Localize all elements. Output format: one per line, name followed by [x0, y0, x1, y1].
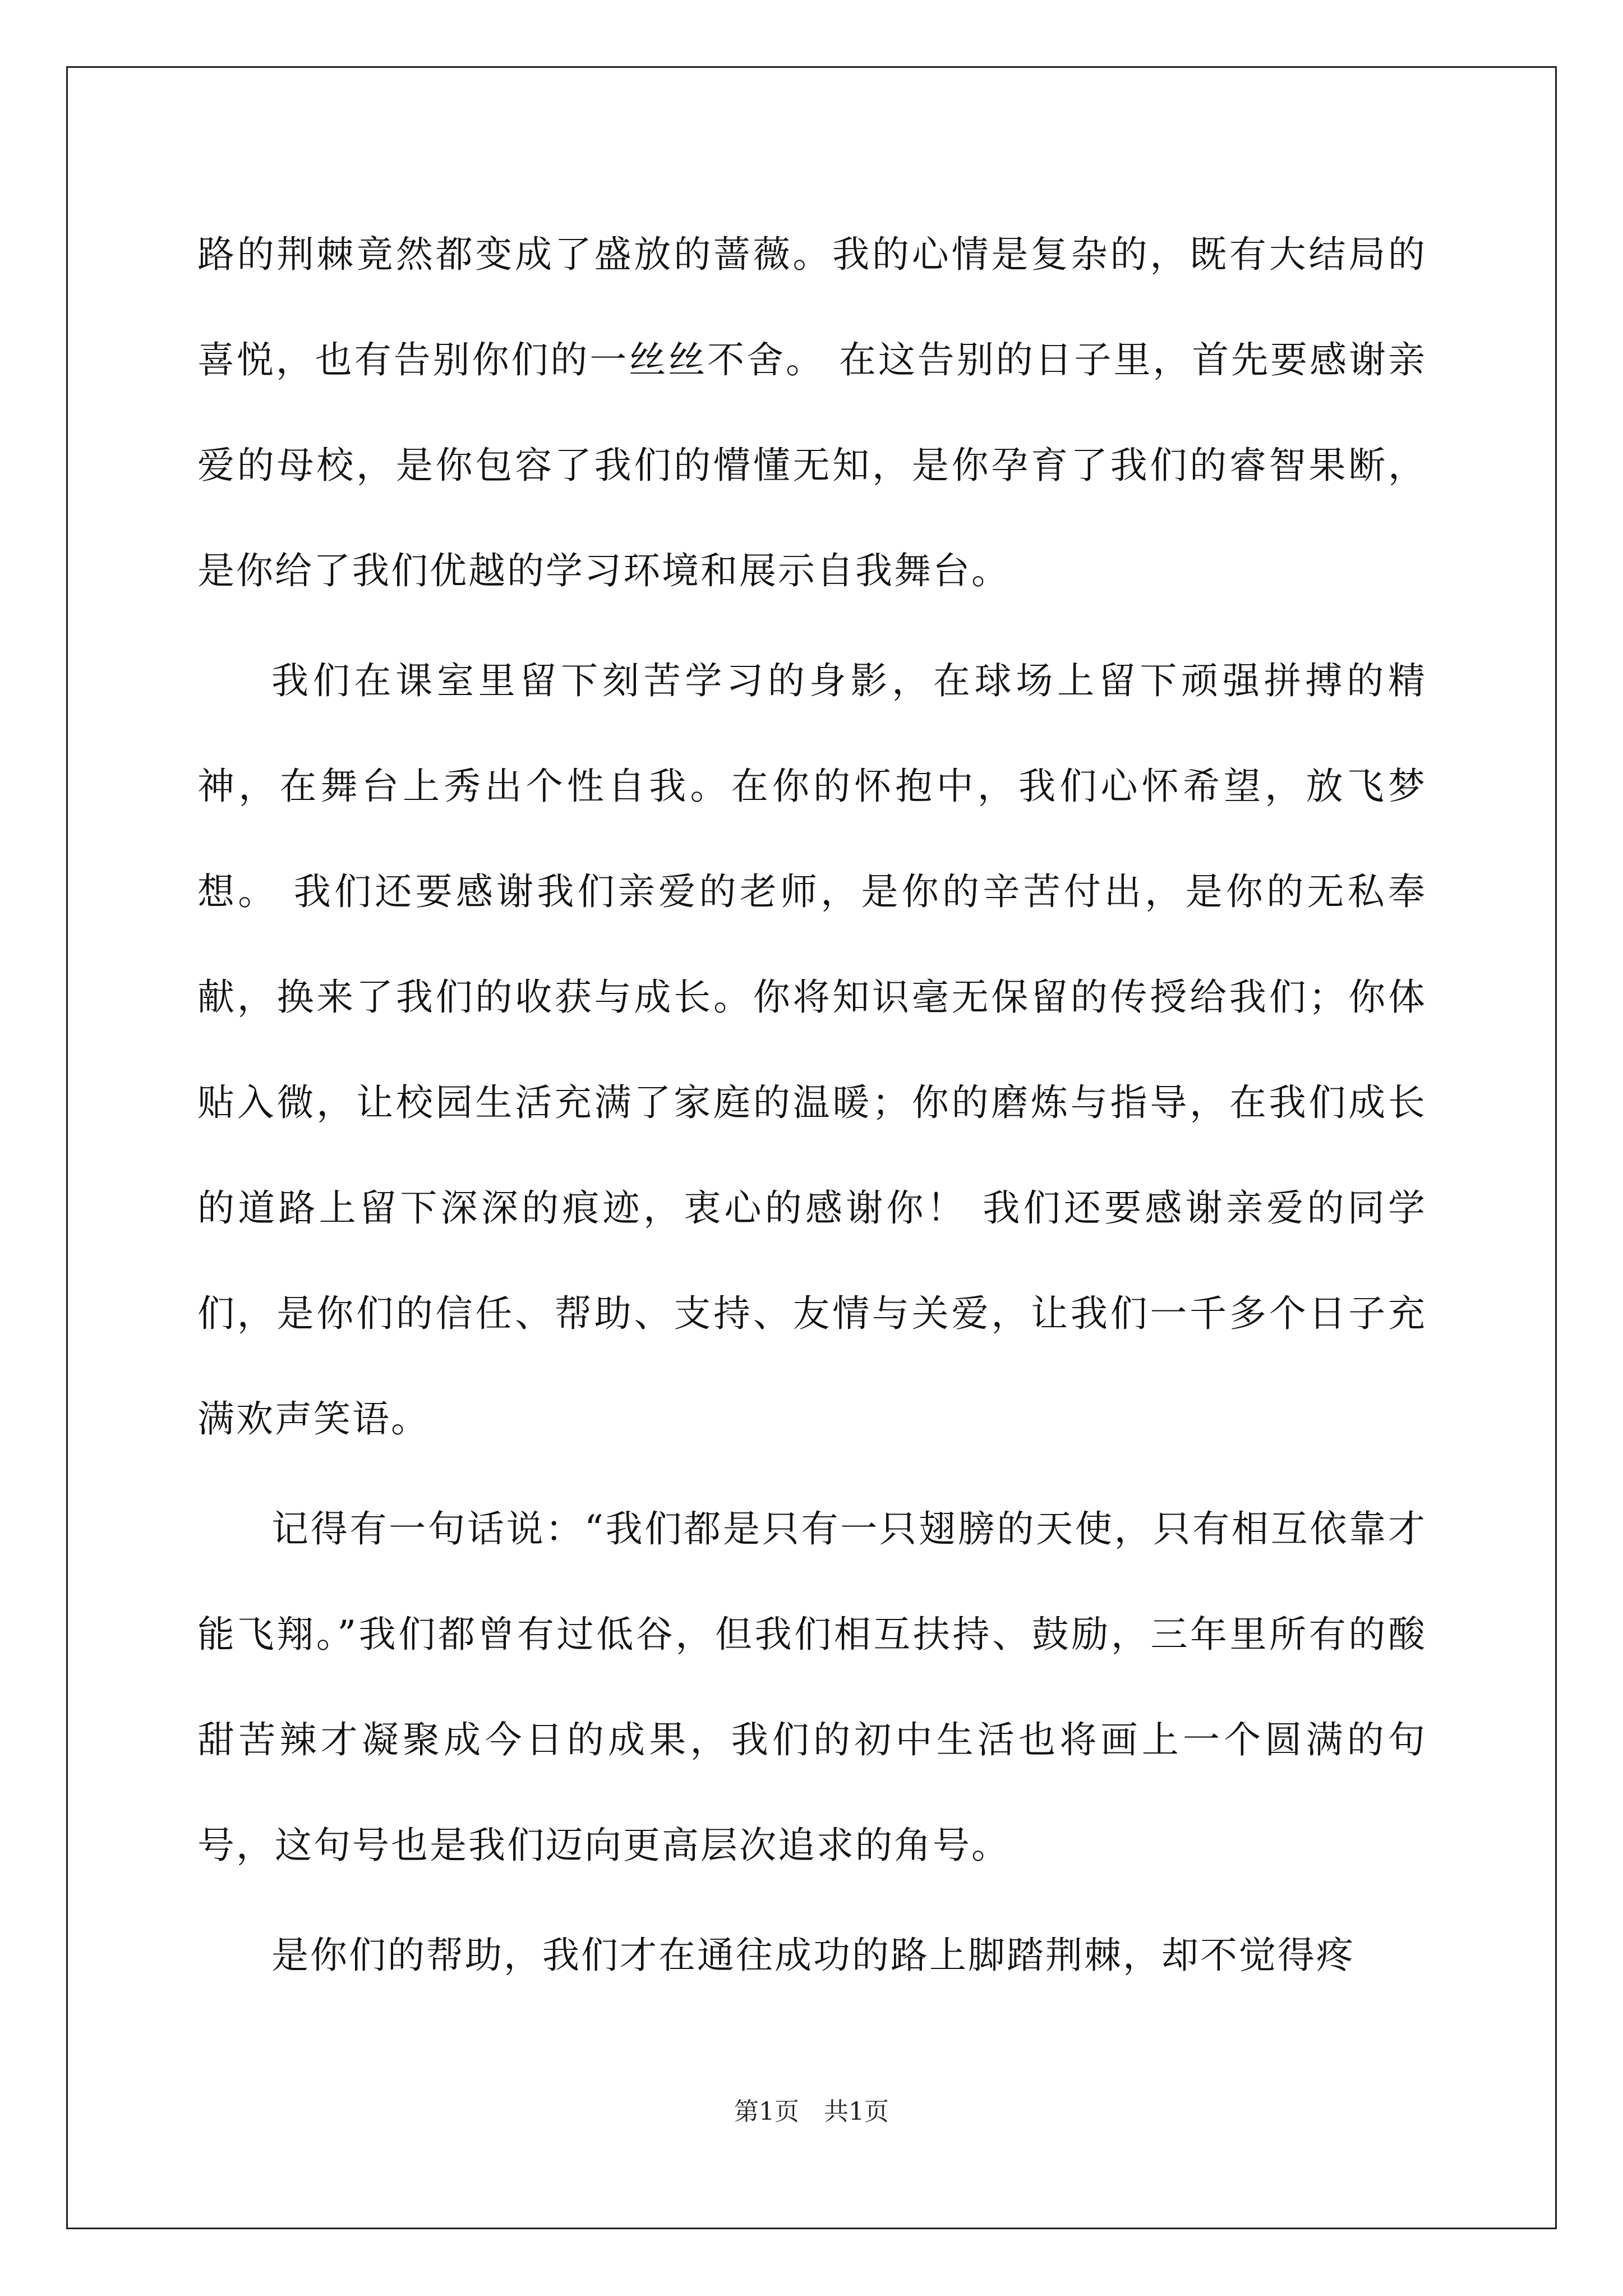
document-body — [197, 202, 1427, 2008]
page-footer — [0, 2095, 1623, 2129]
paragraph-1: 路的荆棘竟然都变成了盛放的蔷薇。我的心情是复杂的，既有大结局的喜悦，也有告别你们的一丝丝不舍。 在这告别的日子里，首先要感谢亲爱的母校，是你包容了我们的懵懂无知，是你孕育了我们的睿智果断，是你给了我们优越的学习环境和展示自我舞台。 — [197, 233, 1427, 592]
page-number: 第1页 — [734, 2097, 799, 2126]
paragraph-4: 是你们的帮助，我们才在通往成功的路上脚踏荆棘，却不觉得疼 — [271, 1934, 1355, 1977]
paragraph-2: 我们在课室里留下刻苦学习的身影，在球场上留下顽强拼搏的精神，在舞台上秀出个性自我。在你的怀抱中，我们心怀希望，放飞梦想。 我们还要感谢我们亲爱的老师，是你的辛苦付出，是你的无私奉献，换来了我们的收获与成长。你将知识毫无保留的传授给我们；你体贴入微，让校园生活充满了家庭的温暖；你的磨炼与指导，在我们成长的道路上留下深深的痕迹，衷心的感谢你！ 我们还要感谢亲爱的同学们，是你们的信任、帮助、支持、友情与关爱，让我们一千多个日子充满欢声笑语。 — [197, 659, 1427, 1441]
paragraph-3: 记得有一句话说：“我们都是只有一只翅膀的天使，只有相互依靠才能飞翔。”我们都曾有过低谷，但我们相互扶持、鼓励，三年里所有的酸甜苦辣才凝聚成今日的成果，我们的初中生活也将画上一个圆满的句号，这句号也是我们迈向更高层次追求的角号。 — [197, 1507, 1427, 1867]
page-total: 共1页 — [824, 2097, 889, 2126]
